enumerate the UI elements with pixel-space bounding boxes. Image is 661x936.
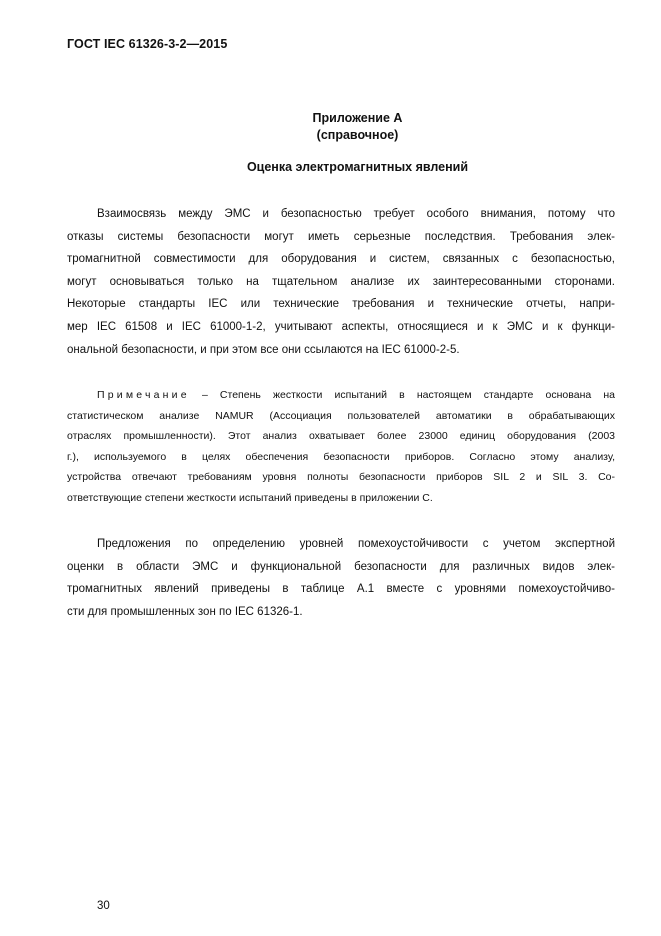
note-block [67,385,615,509]
paragraph-line: могут основываться только на тщательном анализе их заинтересованными сторонами. [67,275,615,288]
paragraph-line: оценки в области ЭМС и функциональной безопасности для различных видов элек- [67,560,615,573]
note-label: Примечание [97,389,190,401]
paragraph-ems-safety [67,203,615,361]
section-title: Оценка электромагнитных явлений [246,160,469,174]
page-number: 30 [97,900,110,912]
paragraph-line: сти для промышленных зон по IEC 61326-1. [67,605,303,618]
paragraph-line: отказы системы безопасности могут иметь серьезные последствия. Требования элек- [67,230,615,243]
paragraph-line: Взаимосвязь между ЭМС и безопасностью требует особого внимания, потому что [97,208,615,220]
note-line: г.), используемого в целях обеспечения безопасности приборов. Согласно этому анализу, [67,450,615,463]
note-line: ответствующие степени жесткости испытаний приведены в приложении С. [67,491,433,504]
paragraph-line: Некоторые стандарты IEC или технические требования и технические отчеты, напри- [67,298,615,311]
paragraph-line: Предложения по определению уровней помехоустойчивости с учетом экспертной [97,538,615,550]
note-line: статистическом анализе NAMUR (Ассоциация пользователей автоматики в обрабатывающих [67,409,615,422]
paragraph-line: ональной безопасности, и при этом все они ссылаются на IEC 61000-2-5. [67,343,460,356]
annex-title: Приложение А [312,111,403,125]
paragraph-line: мер IEC 61508 и IEC 61000-1-2, учитывают аспекты, относящиеся и к ЭМС и к функци- [67,320,615,333]
note-line: устройства отвечают требованиям уровня полноты безопасности приборов SIL 2 и SIL 3. Со- [67,471,615,484]
note-line: отраслях промышленности). Этот анализ охватывает более 23000 единиц оборудования (2003 [67,430,615,443]
paragraph-proposals [67,533,615,623]
note-line [67,385,615,406]
note-first-line-text: – Степень жесткости испытаний в настоящем стандарте основана на [189,389,615,401]
paragraph-line: тромагнитной совместимости для оборудования и систем, связанных с безопасностью, [67,253,615,266]
paragraph-line: тромагнитных явлений приведены в таблице А.1 вместе с уровнями помехоустойчиво- [67,583,615,596]
document-code-header: ГОСТ IEC 61326-3-2—2015 [67,37,228,51]
annex-status: (справочное) [316,128,399,142]
